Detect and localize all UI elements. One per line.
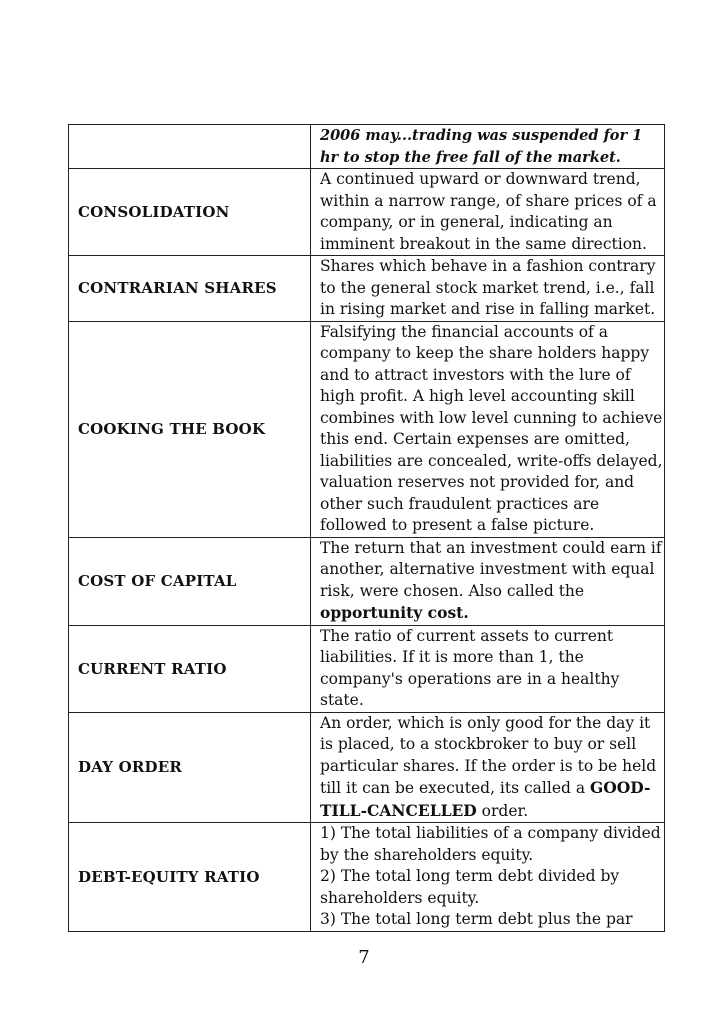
term-cell: CONTRARIAN SHARES (69, 256, 311, 322)
definition-text: The return that an investment could earn if another, alternative investment with equal risk, were chosen. Also called the (320, 538, 662, 600)
table-row (69, 823, 665, 932)
definition-emphasis: GOOD-TILL-CANCELLED (320, 778, 651, 820)
table-row (69, 625, 665, 712)
definition-line: 3) The total long term debt plus the par (320, 910, 633, 928)
definition-line: 2) The total long term debt divided by shareholders equity. (320, 867, 620, 907)
term-cell: DEBT-EQUITY RATIO (69, 823, 311, 932)
table-row (69, 169, 665, 256)
definition-cell (311, 823, 665, 932)
definition-cell (311, 712, 665, 823)
page-number: 7 (358, 947, 370, 968)
definition-text: order. (476, 801, 529, 820)
definition-line: 1) The total liabilities of a company divided by the shareholders equity. (320, 824, 661, 864)
glossary-table (68, 124, 665, 932)
table-row (69, 256, 665, 322)
definition-text: An order, which is only good for the day it is placed, to a stockbroker to buy or sell particular shares. If the order is to be held till it can be executed, its called a (320, 713, 657, 797)
table-row (69, 712, 665, 823)
definition-cell: Falsifying the financial accounts of a company to keep the share holders happy and to attract investors with the lure of high profit. A high level accounting skill combines with low level cunning to achieve this end. Certain expenses are omitted, liabilities are concealed, write-offs delayed, valuation reserves not provided for, and other such fraudulent practices are followed to present a false picture. (311, 321, 665, 537)
term-cell (69, 125, 311, 169)
term-cell: COOKING THE BOOK (69, 321, 311, 537)
term-cell: COST OF CAPITAL (69, 537, 311, 625)
table-row (69, 125, 665, 169)
definition-cell: The ratio of current assets to current liabilities. If it is more than 1, the company's operations are in a healthy state. (311, 625, 665, 712)
definition-cell: A continued upward or downward trend, within a narrow range, of share prices of a company, or in general, indicating an imminent breakout in the same direction. (311, 169, 665, 256)
table-row (69, 537, 665, 625)
term-cell: CONSOLIDATION (69, 169, 311, 256)
definition-emphasis: opportunity cost. (320, 603, 469, 622)
definition-cell: Shares which behave in a fashion contrary to the general stock market trend, i.e., fall in rising market and rise in falling market. (311, 256, 665, 322)
table-row (69, 321, 665, 537)
definition-cell (311, 537, 665, 625)
term-cell: DAY ORDER (69, 712, 311, 823)
definition-cell: 2006 may...trading was suspended for 1 hr to stop the free fall of the market. (311, 125, 665, 169)
term-cell: CURRENT RATIO (69, 625, 311, 712)
